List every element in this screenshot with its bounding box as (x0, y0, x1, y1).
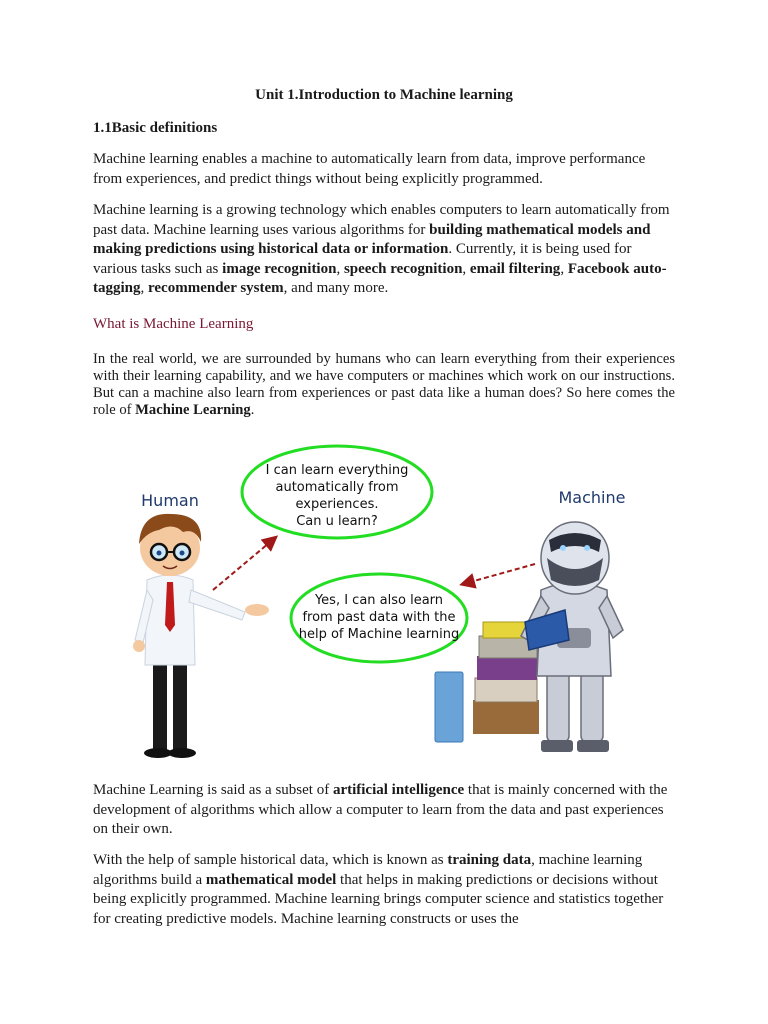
text-span: that helps in making predictions or decisions without being explicitly programmed. Machine learning brings computer science and statistics together for creating predictive models. Machine learning constructs or uses the (93, 871, 664, 927)
bold-span: image recognition (222, 260, 337, 277)
bold-span: Facebook auto-tagging (93, 260, 667, 296)
human-label: Human (141, 491, 199, 510)
bold-span: recommender system (148, 280, 284, 296)
subheading-what-is-ml: What is Machine Learning (93, 316, 254, 332)
paragraph-growing-technology (93, 201, 675, 299)
bold-span: mathematical model (205, 871, 337, 888)
human-figure (133, 514, 269, 758)
text-span: . (250, 402, 255, 418)
text-span: In the real world, we are surrounded by humans who can learn everything from their experiences with their learning capability, and we have computers or machines which work on our instructions. But can a machine also learn from experiences or past data like a human does? So here comes the role of (93, 351, 675, 418)
paragraph-real-world (93, 351, 675, 419)
section-heading: 1.1Basic definitions (93, 120, 218, 136)
text-span: Machine learning is a growing technology which enables computers to learn automatically from past data. Machine learning uses various algorithms for (93, 202, 670, 238)
bold-span: email filtering (469, 260, 561, 277)
bold-span: artificial intelligence (332, 782, 465, 798)
text-span: , (560, 260, 568, 277)
bubble-bottom-line-3: help of Machine learning (298, 627, 460, 642)
paragraph-definition: Machine learning enables a machine to automatically learn from data, improve performance from experiences, and predict things without being explicitly programmed. (93, 151, 646, 187)
bold-span: training data (447, 852, 532, 868)
text-span: Machine Learning is said as a subset of (93, 782, 333, 798)
bubble-top-line-1: I can learn everything (265, 463, 409, 478)
bold-span: building mathematical models and making predictions using historical data or information (93, 221, 651, 257)
text-span: , (462, 260, 470, 277)
bubble-bottom-line-2: from past data with the (302, 610, 456, 625)
bold-span: speech recognition (343, 260, 463, 277)
page-title: Unit 1.Introduction to Machine learning (255, 87, 513, 103)
paragraph-training-data (93, 851, 675, 929)
bold-span: Machine Learning (135, 402, 251, 418)
paragraph-subset-of-ai (93, 781, 675, 840)
arrow-human-to-bubble (213, 538, 275, 590)
text-span: With the help of sample historical data, which is known as (93, 852, 448, 868)
text-span: , (140, 280, 149, 296)
text-span: , and many more. (283, 280, 389, 296)
text-span: , (336, 260, 344, 277)
machine-label: Machine (558, 488, 626, 507)
bubble-bottom-line-1: Yes, I can also learn (314, 593, 444, 608)
human-machine-illustration (95, 440, 675, 770)
bubble-top-line-4: Can u learn? (296, 514, 378, 529)
text-span: that is mainly concerned with the development of algorithms which allow a computer to learn from the data and past experiences on their own. (93, 782, 668, 837)
bubble-top-line-3: experiences. (295, 497, 379, 512)
text-span: , machine learning algorithms build a (93, 852, 643, 888)
text-span: . Currently, it is being used for various tasks such as (93, 241, 632, 277)
bubble-top-line-2: automatically from (275, 480, 399, 495)
arrow-machine-to-bubble (463, 564, 535, 584)
